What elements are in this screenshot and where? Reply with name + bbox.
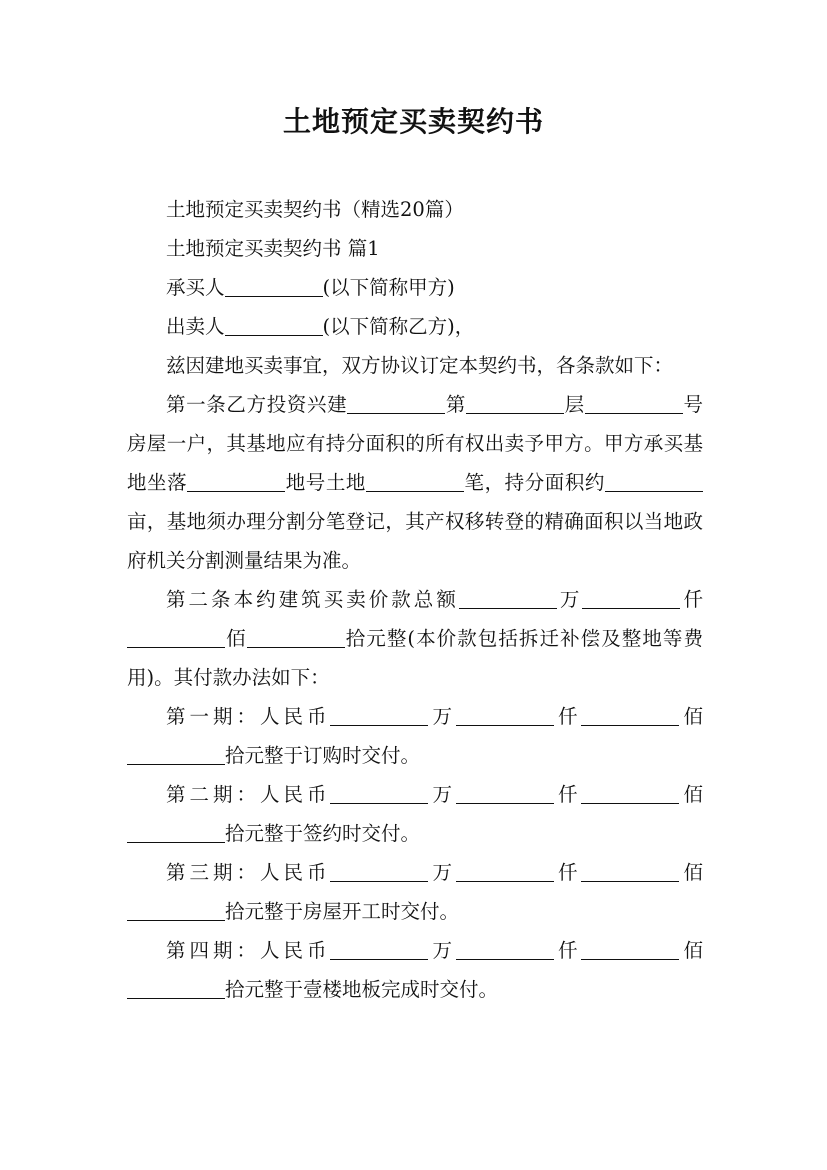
paragraph-text: 佰 <box>679 783 703 806</box>
paragraph <box>127 268 703 307</box>
paragraph-text: 佰 <box>225 627 247 650</box>
paragraph-text: 拾元整于签约时交付。 <box>225 822 421 845</box>
paragraph-text: 第一期：人民币 <box>166 705 331 728</box>
paragraph-text: 仟 <box>680 588 703 611</box>
blank-fill-line <box>330 939 428 960</box>
paragraph <box>127 346 703 385</box>
blank-fill-line <box>466 393 564 414</box>
paragraph-text: 层 <box>564 393 585 416</box>
paragraph-text: 土地预定买卖契约书 篇1 <box>166 237 380 260</box>
paragraph-text: 号房屋一户，其基地应有持分面积的所有权出卖予甲方。甲方承买基地坐落 <box>127 393 703 494</box>
blank-fill-line <box>459 588 557 609</box>
paragraph-text: 第二条本约建筑买卖价款总额 <box>166 588 459 611</box>
paragraph-text: (以下简称乙方)， <box>322 315 475 338</box>
paragraph-text: 第四期：人民币 <box>166 939 331 962</box>
paragraph-text: 万 <box>428 705 456 728</box>
paragraph-text: 拾元整于房屋开工时交付。 <box>225 900 460 923</box>
blank-fill-line <box>582 588 680 609</box>
paragraph <box>127 853 703 931</box>
paragraph <box>127 931 703 1009</box>
paragraph-text: 万 <box>556 588 583 611</box>
blank-fill-line <box>581 939 679 960</box>
blank-fill-line <box>366 471 464 492</box>
blank-fill-line <box>456 939 554 960</box>
document-body <box>127 190 703 1009</box>
blank-fill-line <box>581 705 679 726</box>
paragraph-text: 万 <box>428 939 456 962</box>
blank-fill-line <box>330 861 428 882</box>
paragraph-text: 第一条乙方投资兴建 <box>166 393 348 416</box>
blank-fill-line <box>456 705 554 726</box>
paragraph-text: 土地预定买卖契约书（精选20篇） <box>166 198 464 221</box>
blank-fill-line <box>187 471 285 492</box>
paragraph-text: 地号土地 <box>285 471 366 494</box>
paragraph-text: 仟 <box>553 861 582 884</box>
blank-fill-line <box>127 900 225 921</box>
paragraph-text: 拾元整(本价款包括拆迁补偿及整地等费用)。其付款办法如下： <box>127 627 703 689</box>
paragraph-text: 出卖人 <box>166 315 225 338</box>
blank-fill-line <box>247 627 345 648</box>
blank-fill-line <box>127 978 225 999</box>
blank-fill-line <box>225 276 323 297</box>
blank-fill-line <box>225 315 323 336</box>
paragraph <box>127 307 703 346</box>
paragraph-text: 兹因建地买卖事宜，双方协议订定本契约书，各条款如下： <box>166 354 674 377</box>
blank-fill-line <box>127 627 225 648</box>
paragraph <box>127 385 703 580</box>
paragraph-text: 佰 <box>679 705 703 728</box>
paragraph-text: 万 <box>428 783 456 806</box>
document-title: 土地预定买卖契约书 <box>282 105 544 138</box>
paragraph-text: 拾元整于订购时交付。 <box>225 744 421 767</box>
paragraph-text: 亩，基地须办理分割分笔登记，其产权移转登的精确面积以当地政府机关分割测量结果为准。 <box>127 510 703 572</box>
blank-fill-line <box>581 783 679 804</box>
paragraph <box>127 580 703 697</box>
paragraph-text: 拾元整于壹楼地板完成时交付。 <box>225 978 499 1001</box>
blank-fill-line <box>347 393 445 414</box>
blank-fill-line <box>330 705 428 726</box>
blank-fill-line <box>456 861 554 882</box>
paragraph-text: 第三期：人民币 <box>166 861 331 884</box>
paragraph-text: 仟 <box>553 939 582 962</box>
paragraph <box>127 229 703 268</box>
paragraph <box>127 775 703 853</box>
blank-fill-line <box>605 471 703 492</box>
paragraph <box>127 190 703 229</box>
paragraph-text: 万 <box>428 861 456 884</box>
paragraph-text: 第 <box>445 393 467 416</box>
paragraph-text: 承买人 <box>166 276 225 299</box>
paragraph-text: 笔，持分面积约 <box>464 471 605 494</box>
paragraph-text: (以下简称甲方) <box>322 276 455 299</box>
blank-fill-line <box>330 783 428 804</box>
paragraph-text: 仟 <box>553 705 582 728</box>
paragraph <box>127 697 703 775</box>
paragraph-text: 佰 <box>679 939 703 962</box>
blank-fill-line <box>456 783 554 804</box>
blank-fill-line <box>585 393 683 414</box>
paragraph-text: 仟 <box>553 783 582 806</box>
blank-fill-line <box>127 744 225 765</box>
paragraph-text: 第二期：人民币 <box>166 783 331 806</box>
blank-fill-line <box>127 822 225 843</box>
paragraph-text: 佰 <box>679 861 703 884</box>
blank-fill-line <box>581 861 679 882</box>
